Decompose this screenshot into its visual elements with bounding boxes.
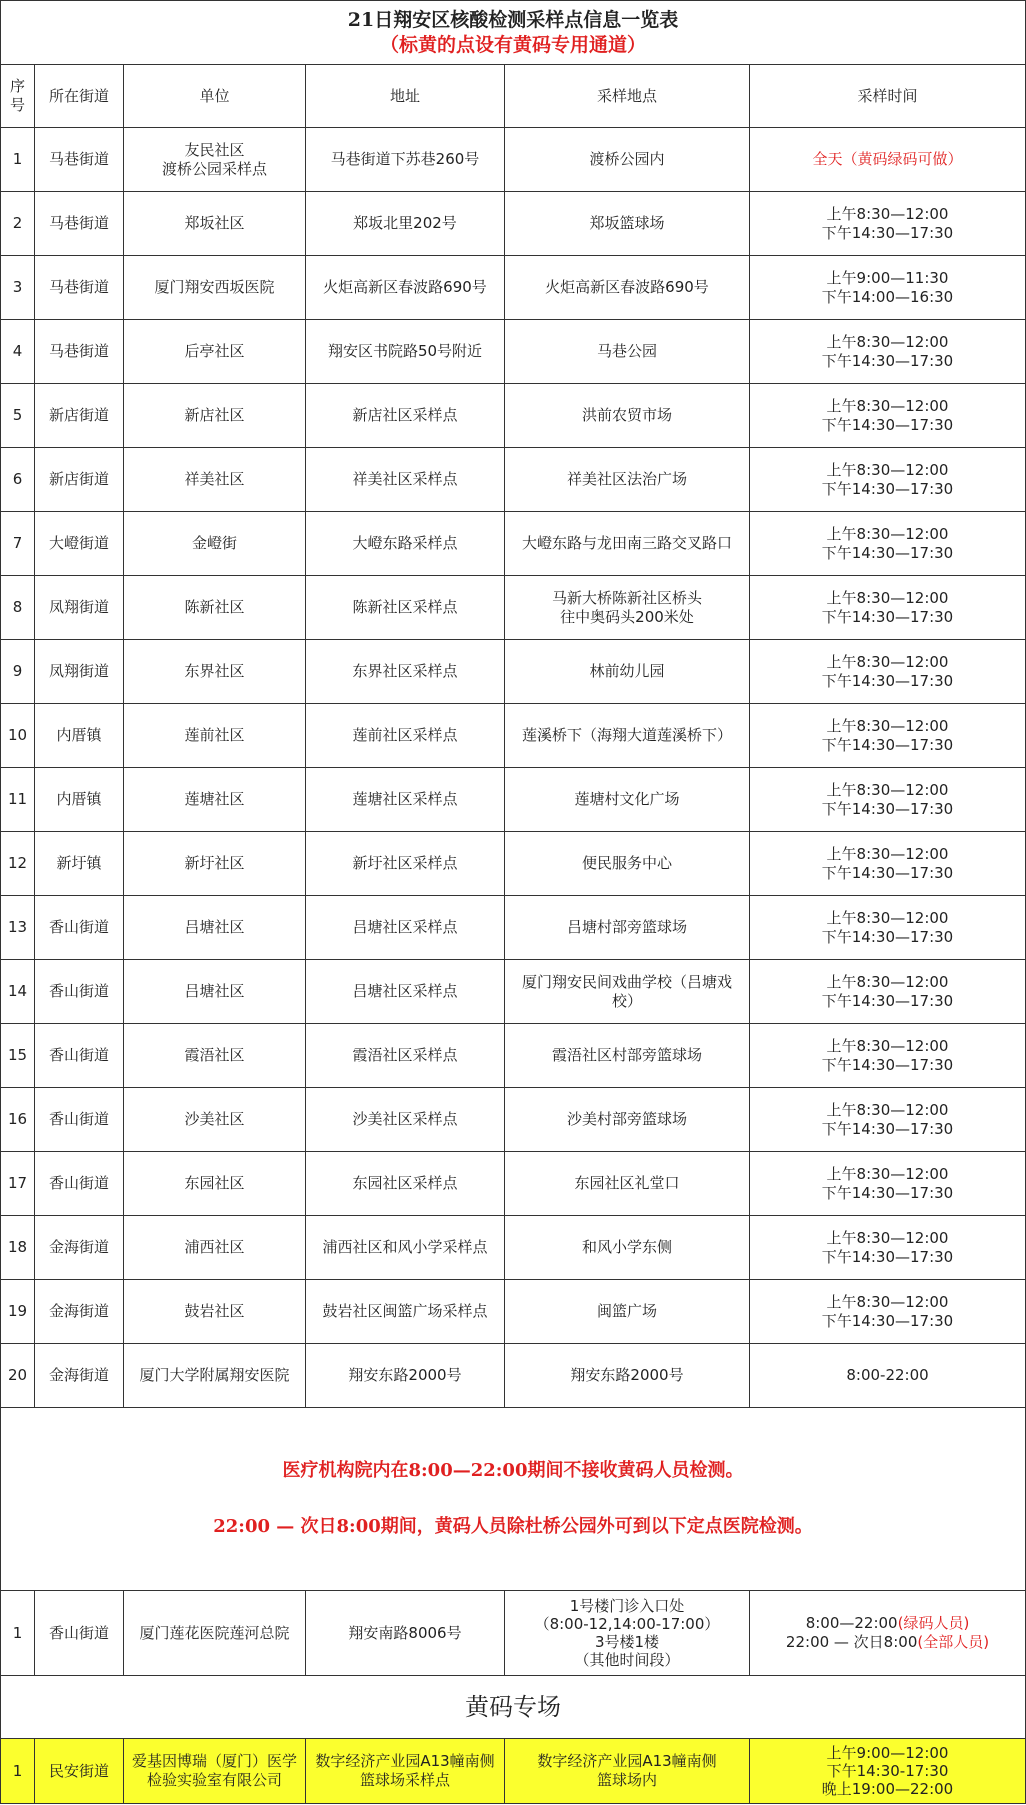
- hospital-address: 翔安南路8006号: [306, 1591, 505, 1676]
- title-main: 21日翔安区核酸检测采样点信息一览表: [347, 8, 679, 31]
- row-site: [505, 576, 750, 640]
- header-unit: 单位: [124, 65, 306, 128]
- yellow-time-line: 下午14:30-17:30: [826, 1762, 949, 1780]
- row-site: [505, 448, 750, 512]
- row-site: [505, 128, 750, 192]
- row-address: 陈新社区采样点: [306, 576, 505, 640]
- row-site-line: 莲溪桥下（海翔大道莲溪桥下）: [521, 726, 732, 744]
- row-unit-line: 厦门大学附属翔安医院: [139, 1366, 290, 1384]
- row-time-line: 上午8:30—12:00: [826, 844, 949, 863]
- table-row: [1, 576, 1026, 640]
- yellow-time: [750, 1739, 1026, 1804]
- row-no: 12: [1, 832, 35, 896]
- row-no: 11: [1, 768, 35, 832]
- yellow-unit-line: 爱基因博瑞（厦门）医学: [131, 1752, 297, 1770]
- row-unit-line: 东园社区: [184, 1174, 245, 1192]
- row-time: [750, 448, 1026, 512]
- row-street: 香山街道: [35, 1088, 124, 1152]
- hospital-street: 香山街道: [35, 1591, 124, 1676]
- row-street: 马巷街道: [35, 320, 124, 384]
- header-address: 地址: [306, 65, 505, 128]
- row-site-line: 东园社区礼堂口: [574, 1174, 680, 1192]
- row-time-line: 上午8:30—12:00: [826, 972, 949, 991]
- row-unit: [124, 1344, 306, 1408]
- row-street: 金海街道: [35, 1280, 124, 1344]
- row-no: 1: [1, 128, 35, 192]
- notice: [1, 1408, 1026, 1591]
- row-time-line: 上午8:30—12:00: [826, 588, 949, 607]
- hospital-row: [1, 1591, 1026, 1676]
- table-row: [1, 320, 1026, 384]
- table-row: [1, 128, 1026, 192]
- row-street: 香山街道: [35, 1152, 124, 1216]
- row-time-line: 下午14:30—17:30: [821, 1119, 954, 1138]
- row-time-line: 上午8:30—12:00: [826, 1164, 949, 1183]
- hospital-site-line: （其他时间段）: [574, 1651, 680, 1669]
- table-row: [1, 640, 1026, 704]
- row-unit-line: 渡桥公园采样点: [161, 159, 267, 178]
- row-time-line: 上午8:30—12:00: [826, 1292, 949, 1311]
- yellow-unit: [124, 1739, 306, 1804]
- row-site: [505, 832, 750, 896]
- row-time: [750, 1088, 1026, 1152]
- yellow-site-line: 篮球场内: [596, 1771, 657, 1789]
- table-row: [1, 256, 1026, 320]
- row-no: 7: [1, 512, 35, 576]
- row-time-line: 下午14:00—16:30: [821, 287, 954, 306]
- row-site: [505, 320, 750, 384]
- row-address: 吕塘社区采样点: [306, 896, 505, 960]
- row-time: [750, 1024, 1026, 1088]
- row-site-line: 翔安东路2000号: [570, 1366, 684, 1384]
- yellow-site-line: 数字经济产业园A13幢南侧: [537, 1752, 717, 1770]
- row-time-line: 上午8:30—12:00: [826, 1100, 949, 1119]
- row-time-line: 上午8:30—12:00: [826, 204, 949, 223]
- row-unit: [124, 640, 306, 704]
- row-street: 马巷街道: [35, 128, 124, 192]
- row-site: [505, 512, 750, 576]
- row-time: [750, 512, 1026, 576]
- hospital-site-line: 3号楼1楼: [594, 1633, 660, 1651]
- row-unit-line: 厦门翔安西坂医院: [154, 278, 275, 296]
- row-time-line: 下午14:30—17:30: [821, 543, 954, 562]
- row-no: 6: [1, 448, 35, 512]
- row-time-line: 下午14:30—17:30: [821, 671, 954, 690]
- row-no: 16: [1, 1088, 35, 1152]
- row-time: [750, 768, 1026, 832]
- row-street: 内厝镇: [35, 704, 124, 768]
- row-no: 8: [1, 576, 35, 640]
- row-site: [505, 384, 750, 448]
- row-site-line: 马新大桥陈新社区桥头: [551, 588, 702, 607]
- row-site: [505, 1216, 750, 1280]
- row-time-line: 下午14:30—17:30: [821, 415, 954, 434]
- row-unit: [124, 1024, 306, 1088]
- row-site-line: 校）: [611, 991, 642, 1010]
- row-time: [750, 128, 1026, 192]
- row-unit: [124, 896, 306, 960]
- row-unit: [124, 512, 306, 576]
- row-site: [505, 1024, 750, 1088]
- row-time-line: 上午8:30—12:00: [826, 460, 949, 479]
- row-unit-line: 莲前社区: [184, 726, 245, 744]
- row-time-line: 下午14:30—17:30: [821, 1183, 954, 1202]
- table-row: [1, 896, 1026, 960]
- row-site-line: 闽篮广场: [596, 1302, 657, 1320]
- row-time-line: 上午8:30—12:00: [826, 332, 949, 351]
- row-time-line: 下午14:30—17:30: [821, 479, 954, 498]
- header-row: [1, 65, 1026, 128]
- row-street: 金海街道: [35, 1344, 124, 1408]
- row-unit: [124, 192, 306, 256]
- row-unit-line: 吕塘社区: [184, 918, 245, 936]
- table-row: [1, 960, 1026, 1024]
- row-time-line: 下午14:30—17:30: [821, 223, 954, 242]
- yellow-no: 1: [1, 1739, 35, 1804]
- row-street: 金海街道: [35, 1216, 124, 1280]
- row-time: [750, 1344, 1026, 1408]
- row-address: 翔安东路2000号: [306, 1344, 505, 1408]
- row-unit: [124, 832, 306, 896]
- row-street: 大嶝街道: [35, 512, 124, 576]
- notice-line1: 医疗机构院内在8:00—22:00期间不接收黄码人员检测。: [282, 1460, 744, 1481]
- row-time-line: 上午8:30—12:00: [826, 908, 949, 927]
- row-time: [750, 320, 1026, 384]
- row-street: 内厝镇: [35, 768, 124, 832]
- row-address: 霞浯社区采样点: [306, 1024, 505, 1088]
- row-site-line: 火炬高新区春波路690号: [545, 278, 709, 296]
- hospital-site: [505, 1591, 750, 1676]
- hospital-time-range: 8:00—22:00: [805, 1614, 898, 1632]
- row-site: [505, 1280, 750, 1344]
- row-site-line: 厦门翔安民间戏曲学校（吕塘戏: [521, 972, 732, 991]
- hospital-no: 1: [1, 1591, 35, 1676]
- table-row: [1, 192, 1026, 256]
- row-unit: [124, 384, 306, 448]
- row-time-line: 8:00-22:00: [846, 1366, 929, 1384]
- table-row: [1, 384, 1026, 448]
- yellow-code-row: [1, 1739, 1026, 1804]
- row-site: [505, 704, 750, 768]
- row-site: [505, 640, 750, 704]
- row-site: [505, 256, 750, 320]
- row-no: 2: [1, 192, 35, 256]
- row-site-line: 霞浯社区村部旁篮球场: [551, 1046, 702, 1064]
- row-no: 17: [1, 1152, 35, 1216]
- row-time-line: 上午8:30—12:00: [826, 524, 949, 543]
- table-row: [1, 1344, 1026, 1408]
- row-time-line: 上午8:30—12:00: [826, 1036, 949, 1055]
- title-subtitle: （标黄的点设有黄码专用通道）: [380, 33, 647, 56]
- row-unit: [124, 256, 306, 320]
- table-row: [1, 512, 1026, 576]
- row-site: [505, 1344, 750, 1408]
- row-site-line: 林前幼儿园: [589, 662, 665, 680]
- row-unit-line: 鼓岩社区: [184, 1302, 245, 1320]
- row-unit-line: 霞浯社区: [184, 1046, 245, 1064]
- row-unit-line: 莲塘社区: [184, 790, 245, 808]
- yellow-site: [505, 1739, 750, 1804]
- row-no: 19: [1, 1280, 35, 1344]
- row-site-line: 和风小学东侧: [581, 1238, 672, 1256]
- row-address: 东园社区采样点: [306, 1152, 505, 1216]
- row-unit: [124, 1152, 306, 1216]
- row-time-line: 上午9:00—11:30: [826, 268, 949, 287]
- row-site-line: 马巷公园: [596, 342, 657, 360]
- row-address: 火炬高新区春波路690号: [306, 256, 505, 320]
- yellow-address: [306, 1739, 505, 1804]
- row-street: 新圩镇: [35, 832, 124, 896]
- yellow-unit-line: 检验实验室有限公司: [146, 1771, 282, 1789]
- row-address: 鼓岩社区闽篮广场采样点: [306, 1280, 505, 1344]
- row-site-line: 莲塘村文化广场: [574, 790, 680, 808]
- table-row: [1, 1088, 1026, 1152]
- row-time: [750, 384, 1026, 448]
- yellow-time-line: 上午9:00—12:00: [826, 1744, 949, 1762]
- row-no: 3: [1, 256, 35, 320]
- row-unit: [124, 1088, 306, 1152]
- row-site-line: 大嶝东路与龙田南三路交叉路口: [521, 534, 732, 552]
- row-address: 祥美社区采样点: [306, 448, 505, 512]
- row-street: 马巷街道: [35, 192, 124, 256]
- row-time: [750, 256, 1026, 320]
- row-time-line: 下午14:30—17:30: [821, 1311, 954, 1330]
- hospital-unit: 厦门莲花医院莲河总院: [124, 1591, 306, 1676]
- row-site: [505, 1152, 750, 1216]
- row-time: [750, 896, 1026, 960]
- row-time: [750, 576, 1026, 640]
- row-site-line: 往中奥码头200米处: [560, 607, 694, 626]
- hospital-site-line: 1号楼门诊入口处: [569, 1597, 685, 1615]
- yellow-street: 民安街道: [35, 1739, 124, 1804]
- header-site: 采样地点: [505, 65, 750, 128]
- row-no: 9: [1, 640, 35, 704]
- row-site: [505, 960, 750, 1024]
- row-time-line: 全天（黄码绿码可做）: [812, 150, 963, 168]
- row-site-line: 洪前农贸市场: [581, 406, 672, 424]
- row-no: 20: [1, 1344, 35, 1408]
- row-site-line: 吕塘村部旁篮球场: [566, 918, 687, 936]
- hospital-time-group: (全部人员): [917, 1633, 990, 1651]
- row-unit-line: 友民社区: [184, 140, 245, 159]
- row-unit-line: 新店社区: [184, 406, 245, 424]
- row-site-line: 沙美村部旁篮球场: [566, 1110, 687, 1128]
- row-address: 新圩社区采样点: [306, 832, 505, 896]
- row-time-line: 下午14:30—17:30: [821, 351, 954, 370]
- hospital-site-line: （8:00-12,14:00-17:00）: [534, 1615, 720, 1633]
- row-no: 14: [1, 960, 35, 1024]
- row-address: 吕塘社区采样点: [306, 960, 505, 1024]
- row-no: 13: [1, 896, 35, 960]
- row-site: [505, 896, 750, 960]
- table-row: [1, 1024, 1026, 1088]
- yellow-address-line: 篮球场采样点: [359, 1771, 450, 1789]
- row-no: 15: [1, 1024, 35, 1088]
- row-time-line: 上午8:30—12:00: [826, 1228, 949, 1247]
- hospital-time-line: [752, 1614, 1023, 1633]
- table-row: [1, 448, 1026, 512]
- row-time: [750, 1216, 1026, 1280]
- row-address: 浦西社区和风小学采样点: [306, 1216, 505, 1280]
- row-site: [505, 192, 750, 256]
- row-unit: [124, 768, 306, 832]
- row-site-line: 便民服务中心: [581, 854, 672, 872]
- header-time: 采样时间: [750, 65, 1026, 128]
- row-address: 新店社区采样点: [306, 384, 505, 448]
- row-address: 翔安区书院路50号附近: [306, 320, 505, 384]
- row-unit-line: 祥美社区: [184, 470, 245, 488]
- row-unit: [124, 320, 306, 384]
- row-time: [750, 640, 1026, 704]
- row-time-line: 上午8:30—12:00: [826, 652, 949, 671]
- row-street: 马巷街道: [35, 256, 124, 320]
- hospital-time: [750, 1591, 1026, 1676]
- yellow-address-line: 数字经济产业园A13幢南侧: [315, 1752, 495, 1770]
- section-title: 黄码专场: [1, 1676, 1026, 1739]
- row-unit-line: 新圩社区: [184, 854, 245, 872]
- notice-line2: 22:00 — 次日8:00期间，黄码人员除杜桥公园外可到以下定点医院检测。: [213, 1516, 813, 1537]
- row-unit: [124, 1280, 306, 1344]
- row-time-line: 下午14:30—17:30: [821, 607, 954, 626]
- row-time: [750, 704, 1026, 768]
- row-street: 香山街道: [35, 1024, 124, 1088]
- row-unit: [124, 448, 306, 512]
- row-street: 新店街道: [35, 384, 124, 448]
- row-unit: [124, 576, 306, 640]
- table-row: [1, 704, 1026, 768]
- row-street: 新店街道: [35, 448, 124, 512]
- row-address: 沙美社区采样点: [306, 1088, 505, 1152]
- row-time-line: 下午14:30—17:30: [821, 799, 954, 818]
- notice-row: [1, 1408, 1026, 1591]
- row-street: 凤翔街道: [35, 640, 124, 704]
- hospital-time-range: 22:00 — 次日8:00: [785, 1633, 918, 1651]
- row-address: 大嶝东路采样点: [306, 512, 505, 576]
- table-row: [1, 832, 1026, 896]
- row-time-line: 下午14:30—17:30: [821, 735, 954, 754]
- row-unit-line: 东界社区: [184, 662, 245, 680]
- row-time-line: 上午8:30—12:00: [826, 396, 949, 415]
- row-unit-line: 郑坂社区: [184, 214, 245, 232]
- table-row: [1, 768, 1026, 832]
- row-unit: [124, 960, 306, 1024]
- row-time: [750, 1152, 1026, 1216]
- row-time-line: 下午14:30—17:30: [821, 1055, 954, 1074]
- row-unit-line: 陈新社区: [184, 598, 245, 616]
- row-no: 18: [1, 1216, 35, 1280]
- row-no: 5: [1, 384, 35, 448]
- row-address: 马巷街道下苏巷260号: [306, 128, 505, 192]
- header-no: 序号: [1, 65, 35, 128]
- row-time-line: 下午14:30—17:30: [821, 863, 954, 882]
- row-site-line: 渡桥公园内: [589, 150, 665, 168]
- row-address: 莲前社区采样点: [306, 704, 505, 768]
- row-time-line: 下午14:30—17:30: [821, 991, 954, 1010]
- row-time-line: 上午8:30—12:00: [826, 716, 949, 735]
- row-time: [750, 832, 1026, 896]
- section-row: [1, 1676, 1026, 1739]
- row-time-line: 下午14:30—17:30: [821, 1247, 954, 1266]
- row-unit: [124, 704, 306, 768]
- row-address: 东界社区采样点: [306, 640, 505, 704]
- table-row: [1, 1152, 1026, 1216]
- header-street: 所在街道: [35, 65, 124, 128]
- row-street: 香山街道: [35, 960, 124, 1024]
- row-unit: [124, 1216, 306, 1280]
- row-time-line: 上午8:30—12:00: [826, 780, 949, 799]
- row-unit-line: 金嶝街: [191, 534, 237, 552]
- row-unit-line: 吕塘社区: [184, 982, 245, 1000]
- hospital-time-group: (绿码人员): [897, 1614, 970, 1632]
- row-time: [750, 192, 1026, 256]
- hospital-time-line: [752, 1633, 1023, 1652]
- table-title: [1, 1, 1026, 65]
- row-site: [505, 1088, 750, 1152]
- table-row: [1, 1280, 1026, 1344]
- table-row: [1, 1216, 1026, 1280]
- row-time: [750, 1280, 1026, 1344]
- row-address: 郑坂北里202号: [306, 192, 505, 256]
- row-unit: [124, 128, 306, 192]
- row-street: 凤翔街道: [35, 576, 124, 640]
- row-street: 香山街道: [35, 896, 124, 960]
- row-no: 10: [1, 704, 35, 768]
- row-unit-line: 后亭社区: [184, 342, 245, 360]
- row-unit-line: 沙美社区: [184, 1110, 245, 1128]
- yellow-time-line: 晚上19:00—22:00: [821, 1780, 954, 1798]
- row-address: 莲塘社区采样点: [306, 768, 505, 832]
- row-unit-line: 浦西社区: [184, 1238, 245, 1256]
- row-time: [750, 960, 1026, 1024]
- row-time-line: 下午14:30—17:30: [821, 927, 954, 946]
- row-no: 4: [1, 320, 35, 384]
- row-site-line: 祥美社区法治广场: [566, 470, 687, 488]
- row-site: [505, 768, 750, 832]
- row-site-line: 郑坂篮球场: [589, 214, 665, 232]
